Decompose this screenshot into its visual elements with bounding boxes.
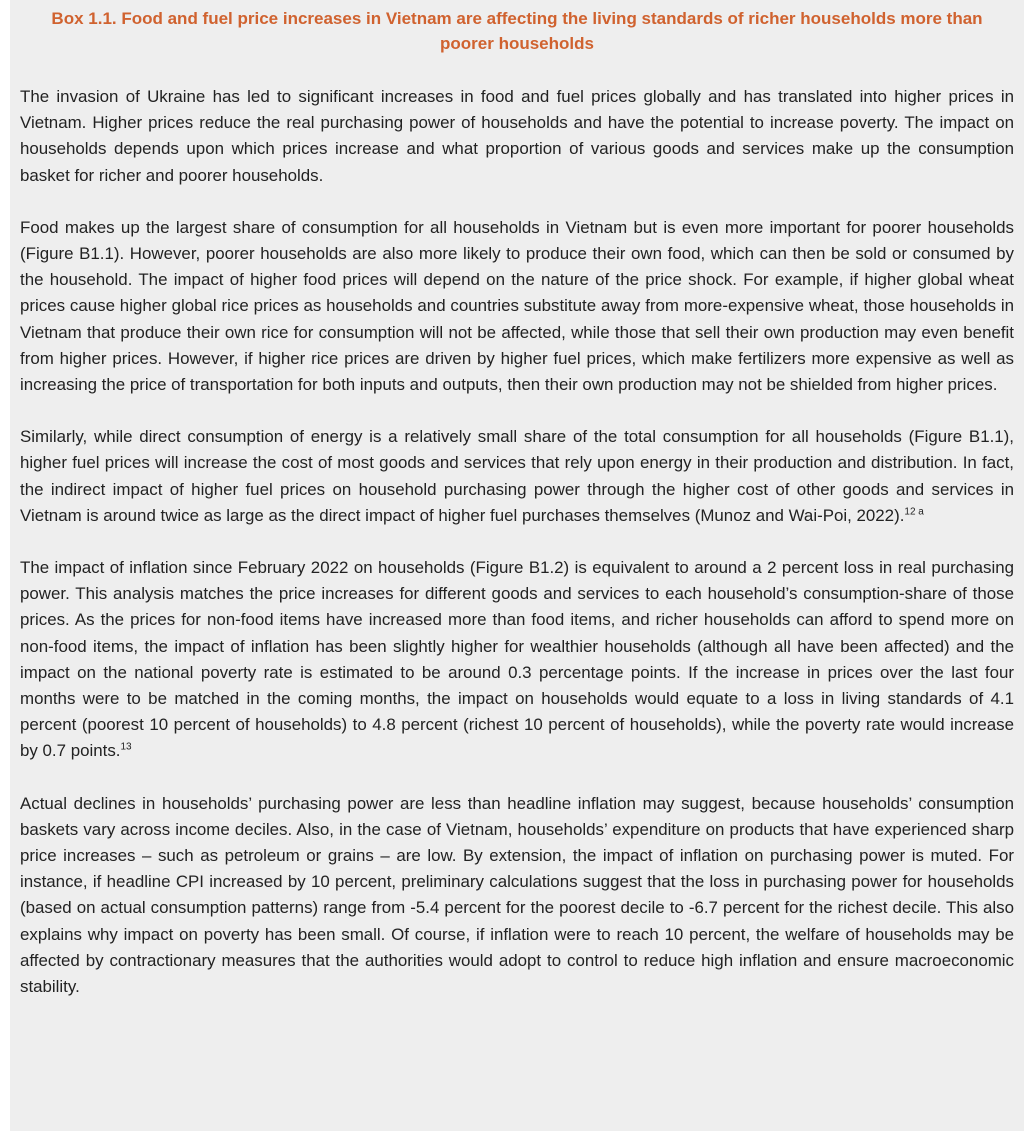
paragraph-text: The impact of inflation since February 2022 on households (Figure B1.2) is equivalent to around a 2 percent loss in real purchasing power. This analysis matches the price increases for different goods and services to each household’s consumption-share of those prices. As the prices for non-food items have increased more than food items, and richer households can afford to spend more on non-food items, the impact of inflation has been slightly higher for wealthier households (although all have been affected) and the impact on the national poverty rate is estimated to be around 0.3 percentage points. If the increase in prices over the last four months were to be matched in the coming months, the impact on households would equate to a loss in living standards of 4.1 percent (poorest 10 percent of households) to 4.8 percent (richest 10 percent of households), while the poverty rate would increase by 0.7 points. (20, 558, 1014, 761)
paragraph-ukraine-prices (20, 84, 1014, 189)
footnote-marker[interactable]: 12 a (904, 506, 924, 518)
paragraph-text: Actual declines in households’ purchasing power are less than headline inflation may suggest, because households’ consumption baskets vary across income deciles. Also, in the case of Vietnam, households’ expenditure on products that have experienced sharp price increases – such as petroleum or grains – are low. By extension, the impact of inflation on purchasing power is muted. For instance, if headline CPI increased by 10 percent, preliminary calculations suggest that the loss in purchasing power for households (based on actual consumption patterns) range from -5.4 percent for the poorest decile to -6.7 percent for the richest decile. This also explains why impact on poverty has been small. Of course, if inflation were to reach 10 percent, the welfare of households may be affected by contractionary measures that the authorities would adopt to control to reduce high inflation and ensure macroeconomic stability. (20, 793, 1014, 997)
paragraph-text: Similarly, while direct consumption of energy is a relatively small share of the total consumption for all households (Figure B1.1), higher fuel prices will increase the cost of most goods and services that rely upon energy in their production and distribution. In fact, the indirect impact of higher fuel prices on household purchasing power through the higher cost of other goods and services in Vietnam is around twice as large as the direct impact of higher fuel purchases themselves (Munoz and Wai-Poi, 2022). (20, 427, 1014, 525)
footnote-marker[interactable]: 13 (120, 741, 132, 753)
paragraph-food-share (20, 215, 1014, 398)
box-title: Box 1.1. Food and fuel price increases in Vietnam are affecting the living standards of richer households more than poorer households (51, 9, 983, 53)
paragraph-inflation-impact (20, 555, 1014, 765)
paragraph-energy (20, 424, 1014, 529)
paragraph-purchasing-power (20, 791, 1014, 1001)
policy-box (10, 0, 1024, 1131)
paragraph-text: Food makes up the largest share of consumption for all households in Vietnam but is even more important for poorer households (Figure B1.1). However, poorer households are also more likely to produce their own food, which can then be sold or consumed by the household. The impact of higher food prices will depend on the nature of the price shock. For example, if higher global wheat prices cause higher global rice prices as households and countries substitute away from more-expensive wheat, those households in Vietnam that produce their own rice for consumption will not be affected, while those that sell their own production may even benefit from higher prices. However, if higher rice prices are driven by higher fuel prices, which make fertilizers more expensive as well as increasing the price of transportation for both inputs and outputs, then their own production may not be shielded from higher prices. (20, 217, 1014, 395)
paragraph-text: The invasion of Ukraine has led to significant increases in food and fuel prices globally and has translated into higher prices in Vietnam. Higher prices reduce the real purchasing power of households and have the potential to increase poverty. The impact on households depends upon which prices increase and what proportion of various goods and services make up the consumption basket for richer and poorer households. (20, 87, 1014, 185)
